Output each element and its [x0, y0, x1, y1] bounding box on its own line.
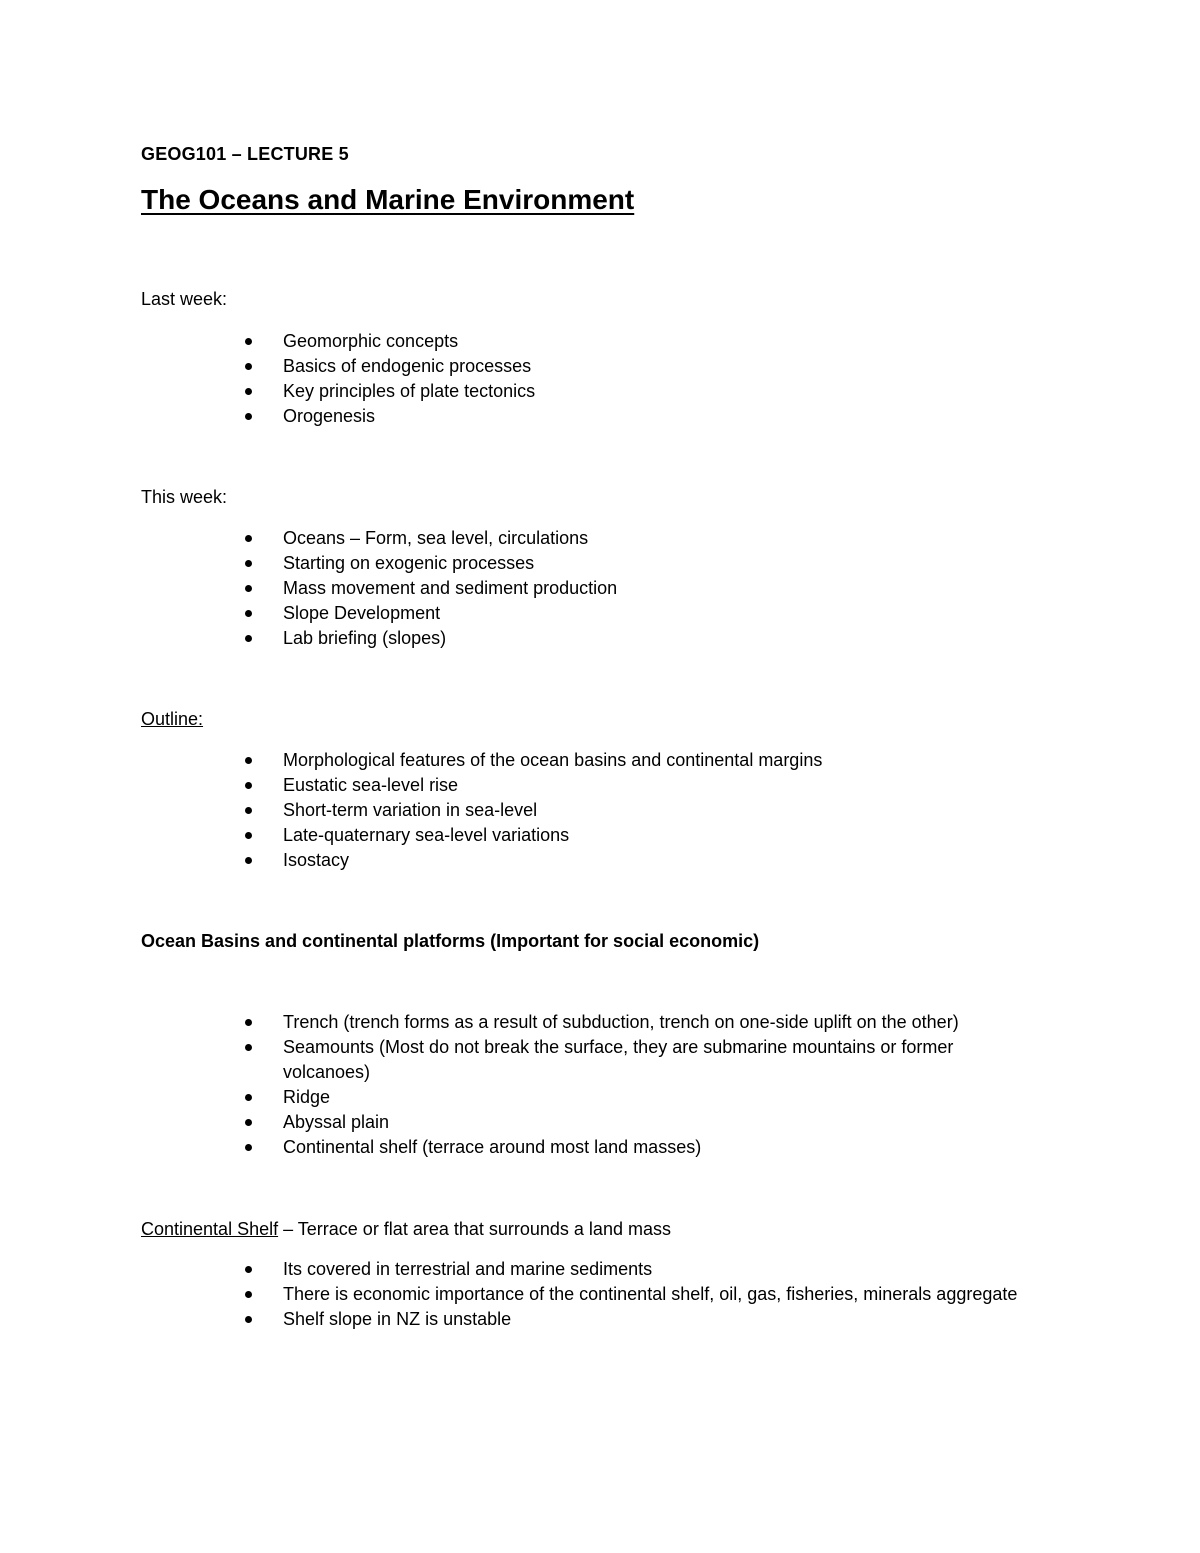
bullet-icon	[245, 782, 252, 789]
list-item: Lab briefing (slopes)	[0, 626, 1043, 651]
list-item: Geomorphic concepts	[0, 329, 1043, 354]
list-item: Slope Development	[0, 601, 1043, 626]
outline-list	[0, 748, 1043, 873]
list-item: Short-term variation in sea-level	[0, 798, 1043, 823]
continental-shelf-description: – Terrace or flat area that surrounds a land mass	[278, 1219, 671, 1239]
continental-shelf-definition	[141, 1219, 671, 1240]
bullet-icon	[245, 807, 252, 814]
bullet-icon	[245, 585, 252, 592]
bullet-icon	[245, 1044, 252, 1051]
bullet-icon	[245, 1291, 252, 1298]
list-item: Oceans – Form, sea level, circulations	[0, 526, 1043, 551]
list-item: Starting on exogenic processes	[0, 551, 1043, 576]
list-item: Abyssal plain	[0, 1110, 1043, 1135]
bullet-icon	[245, 535, 252, 542]
list-item: Seamounts (Most do not break the surface, they are submarine mountains or former volcanoes)	[0, 1035, 1043, 1085]
list-item: Morphological features of the ocean basins and continental margins	[0, 748, 1043, 773]
list-item: Orogenesis	[0, 404, 1043, 429]
continental-shelf-term: Continental Shelf	[141, 1219, 279, 1239]
bullet-icon	[245, 1316, 252, 1323]
ocean-basins-list	[0, 1010, 1043, 1160]
outline-label: Outline:	[141, 709, 204, 729]
bullet-icon	[245, 1119, 252, 1126]
course-code: GEOG101 – LECTURE 5	[141, 144, 349, 164]
list-item: Its covered in terrestrial and marine sediments	[0, 1257, 1043, 1282]
this-week-list	[0, 526, 1043, 651]
bullet-icon	[245, 857, 252, 864]
list-item: Basics of endogenic processes	[0, 354, 1043, 379]
page-title: The Oceans and Marine Environment	[141, 184, 635, 215]
last-week-label: Last week:	[141, 289, 228, 309]
list-item: Continental shelf (terrace around most land masses)	[0, 1135, 1043, 1160]
bullet-icon	[245, 757, 252, 764]
bullet-icon	[245, 1094, 252, 1101]
bullet-icon	[245, 1019, 252, 1026]
bullet-icon	[245, 1144, 252, 1151]
list-item: Ridge	[0, 1085, 1043, 1110]
bullet-icon	[245, 1266, 252, 1273]
last-week-list	[0, 329, 1043, 429]
bullet-icon	[245, 610, 252, 617]
list-item: Isostacy	[0, 848, 1043, 873]
list-item: Eustatic sea-level rise	[0, 773, 1043, 798]
list-item: Key principles of plate tectonics	[0, 379, 1043, 404]
list-item: Late-quaternary sea-level variations	[0, 823, 1043, 848]
bullet-icon	[245, 560, 252, 567]
bullet-icon	[245, 388, 252, 395]
bullet-icon	[245, 832, 252, 839]
continental-shelf-list	[0, 1257, 1043, 1332]
this-week-label: This week:	[141, 487, 228, 507]
bullet-icon	[245, 413, 252, 420]
bullet-icon	[245, 363, 252, 370]
bullet-icon	[245, 338, 252, 345]
list-item: Mass movement and sediment production	[0, 576, 1043, 601]
bullet-icon	[245, 635, 252, 642]
ocean-basins-heading: Ocean Basins and continental platforms (Important for social economic)	[141, 931, 760, 951]
list-item: There is economic importance of the continental shelf, oil, gas, fisheries, minerals aggregate	[0, 1282, 1043, 1307]
list-item: Trench (trench forms as a result of subduction, trench on one-side uplift on the other)	[0, 1010, 1043, 1035]
list-item: Shelf slope in NZ is unstable	[0, 1307, 1043, 1332]
